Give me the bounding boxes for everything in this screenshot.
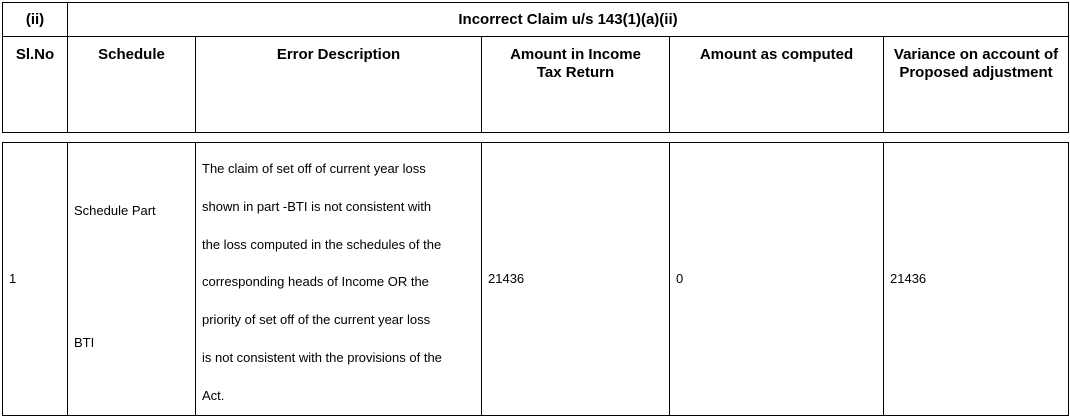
cell-amount-itr: 21436 xyxy=(482,143,670,416)
desc-line: priority of set off of the current year loss xyxy=(202,312,431,328)
header-table xyxy=(2,2,1069,133)
section-title: Incorrect Claim u/s 143(1)(a)(ii) xyxy=(68,3,1069,37)
schedule-line-1: Schedule Part xyxy=(74,203,156,218)
schedule-line-2: BTI xyxy=(74,335,95,350)
desc-line: the loss computed in the schedules of the xyxy=(202,236,442,252)
desc-line: Act. xyxy=(202,387,225,403)
cell-error-description xyxy=(196,143,482,416)
desc-line: shown in part -BTI is not consistent with xyxy=(202,198,432,214)
col-header-variance: Variance on account of Proposed adjustment xyxy=(884,37,1069,133)
col-header-error-description: Error Description xyxy=(196,37,482,133)
data-table xyxy=(2,142,1069,416)
col-header-amount-computed: Amount as computed xyxy=(670,37,884,133)
cell-amount-computed: 0 xyxy=(670,143,884,416)
col-header-amount-itr: Amount in Income Tax Return xyxy=(482,37,670,133)
table-row xyxy=(3,143,1069,416)
cell-schedule xyxy=(68,143,196,416)
col-header-schedule: Schedule xyxy=(68,37,196,133)
cell-sl-no: 1 xyxy=(3,143,68,416)
section-number: (ii) xyxy=(3,3,68,37)
desc-line: corresponding heads of Income OR the xyxy=(202,274,429,290)
col-header-sl-no: Sl.No xyxy=(3,37,68,133)
desc-line: is not consistent with the provisions of the xyxy=(202,349,442,365)
desc-line: The claim of set off of current year loss xyxy=(202,161,426,176)
cell-variance: 21436 xyxy=(884,143,1069,416)
